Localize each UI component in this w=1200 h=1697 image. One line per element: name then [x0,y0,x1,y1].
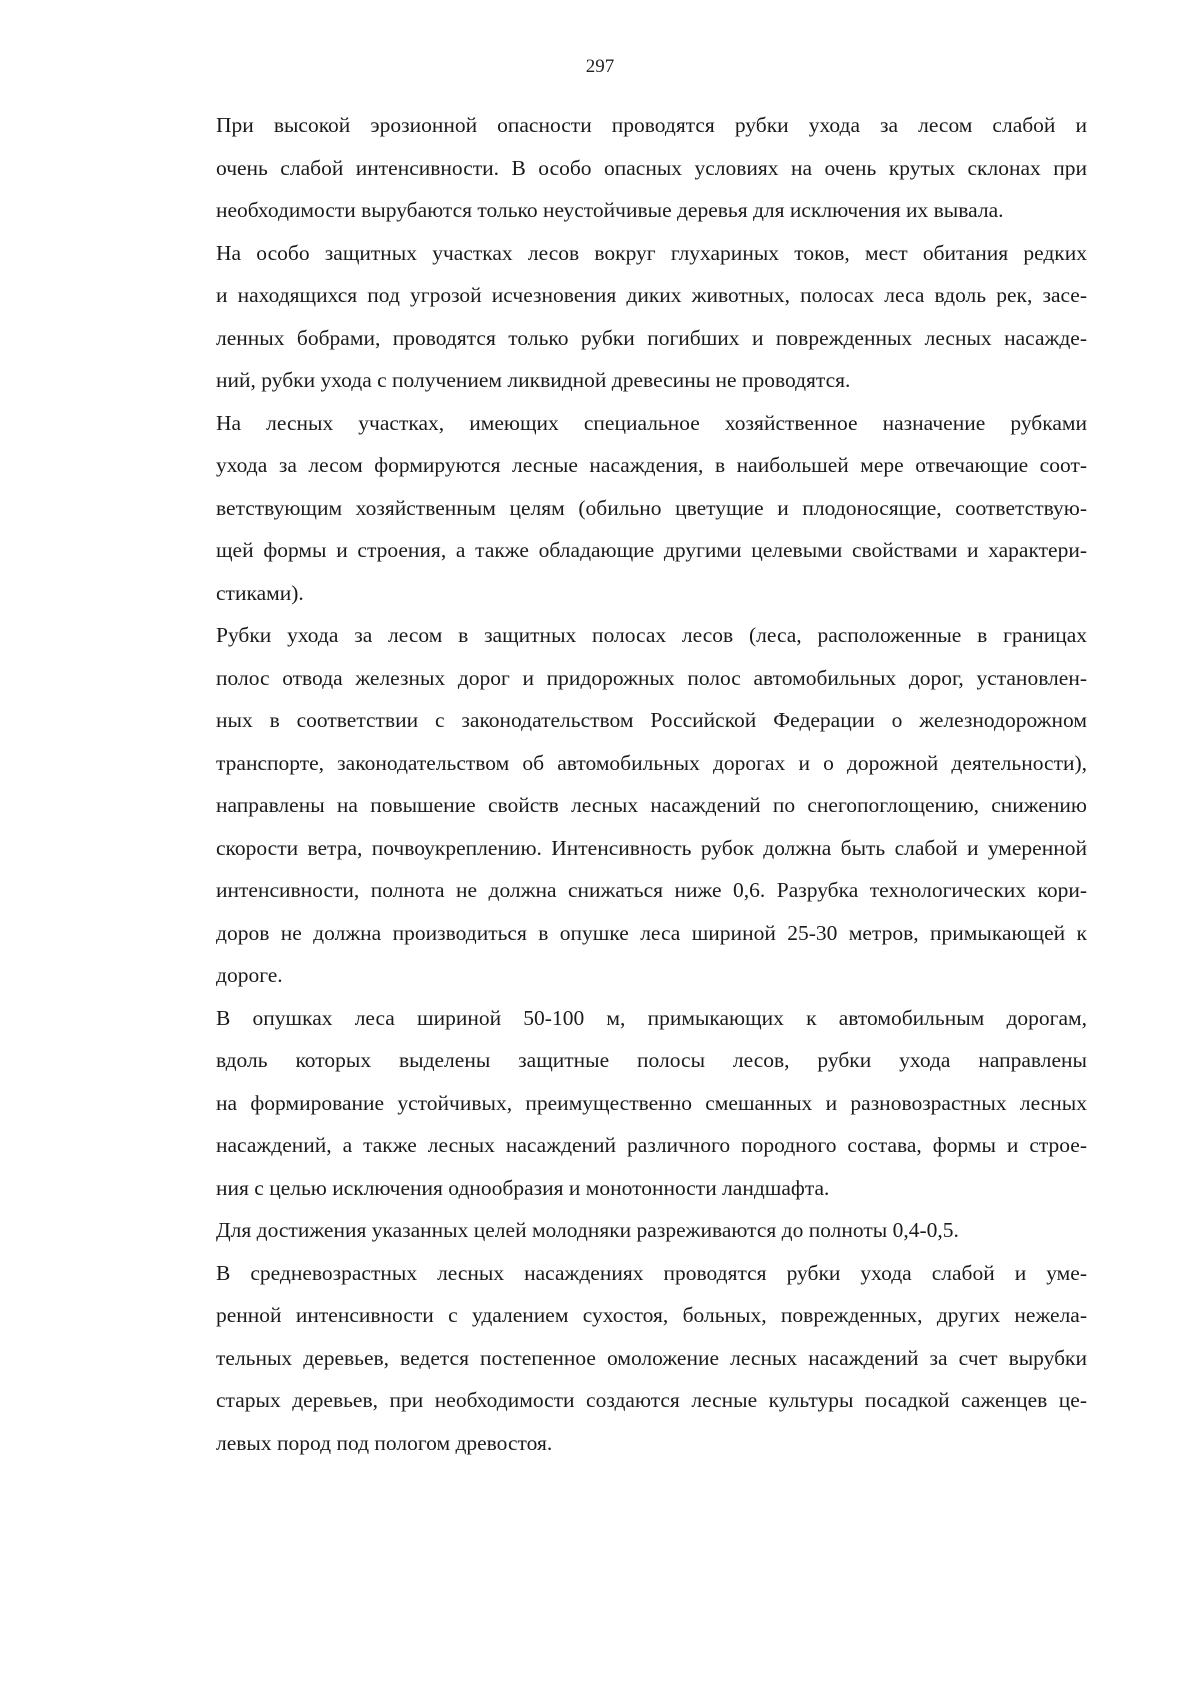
text-line: ния с целью исключения однообразия и монотонности ландшафта. [216,1175,830,1200]
text-line: ухода за лесом формируются лесные насаждения, в наибольшей мере отвечающие соот- [216,453,1087,477]
text-line: На лесных участках, имеющих специальное хозяйственное назначение рубками [216,410,1087,435]
text-line: вдоль которых выделены защитные полосы лесов, рубки ухода направлены [216,1048,1087,1072]
text-line: ленных бобрами, проводятся только рубки погибших и поврежденных лесных насажде- [216,325,1087,350]
text-line: полос отвода железных дорог и придорожных полос автомобильных дорог, установлен- [216,665,1087,690]
text-line: В средневозрастных лесных насаждениях проводятся рубки ухода слабой и уме- [216,1260,1087,1285]
text-line: интенсивности, полнота не должна снижаться ниже 0,6. Разрубка технологических кори- [216,878,1087,902]
paragraph [144,104,1087,232]
text-line: насаждений, а также лесных насаждений различного породного состава, формы и строе- [216,1133,1087,1157]
text-line: На особо защитных участках лесов вокруг глухариных токов, мест обитания редких [216,240,1087,265]
paragraph [144,997,1087,1210]
paragraph [144,232,1087,402]
text-line: тельных деревьев, ведется постепенное омоложение лесных насаждений за счет вырубки [216,1345,1087,1370]
text-line: дороге. [216,963,283,987]
text-line: ний, рубки ухода с получением ликвидной древесины не проводятся. [216,368,851,392]
text-line: на формирование устойчивых, преимущественно смешанных и разновозрастных лесных [216,1090,1087,1115]
text-line: При высокой эрозионной опасности проводятся рубки ухода за лесом слабой и [216,113,1087,137]
text-line: Рубки ухода за лесом в защитных полосах лесов (леса, расположенные в границах [216,623,1087,647]
text-line: щей формы и строения, а также обладающие другими целевыми свойствами и характери- [216,538,1087,562]
page-number: 297 [585,56,615,77]
text-line: и находящихся под угрозой исчезновения диких животных, полосах леса вдоль рек, засе- [216,283,1087,307]
text-line: доров не должна производиться в опушке леса шириной 25-30 метров, примыкающей к [216,920,1087,945]
text-line: ных в соответствии с законодательством Российской Федерации о железнодорожном [216,708,1087,732]
text-line: скорости ветра, почвоукреплению. Интенсивность рубок должна быть слабой и умеренной [216,835,1087,860]
text-line: ренной интенсивности с удалением сухостоя, больных, поврежденных, других нежела- [216,1303,1087,1327]
paragraph [144,1252,1087,1465]
text-line: транспорте, законодательством об автомобильных дорогах и о дорожной деятельности), [216,750,1087,775]
text-line: очень слабой интенсивности. В особо опасных условиях на очень крутых склонах при [216,155,1087,180]
text-line: старых деревьев, при необходимости создаются лесные культуры посадкой саженцев це- [216,1388,1087,1412]
text-line: необходимости вырубаются только неустойчивые деревья для исключения их вывала. [216,198,1004,222]
paragraph [144,1209,1087,1252]
paragraph [144,614,1087,997]
body-text [144,104,1087,1464]
text-line: левых пород под пологом древостоя. [216,1430,553,1455]
paragraph [144,402,1087,615]
text-line: В опушках леса шириной 50-100 м, примыкающих к автомобильным дорогам, [216,1005,1087,1030]
text-line: Для достижения указанных целей молодняки разреживаются до полноты 0,4-0,5. [216,1218,959,1242]
text-line: направлены на повышение свойств лесных насаждений по снегопоглощению, снижению [216,793,1087,817]
text-line: стиками). [216,580,304,605]
text-line: ветствующим хозяйственным целям (обильно цветущие и плодоносящие, соответствую- [216,495,1087,520]
